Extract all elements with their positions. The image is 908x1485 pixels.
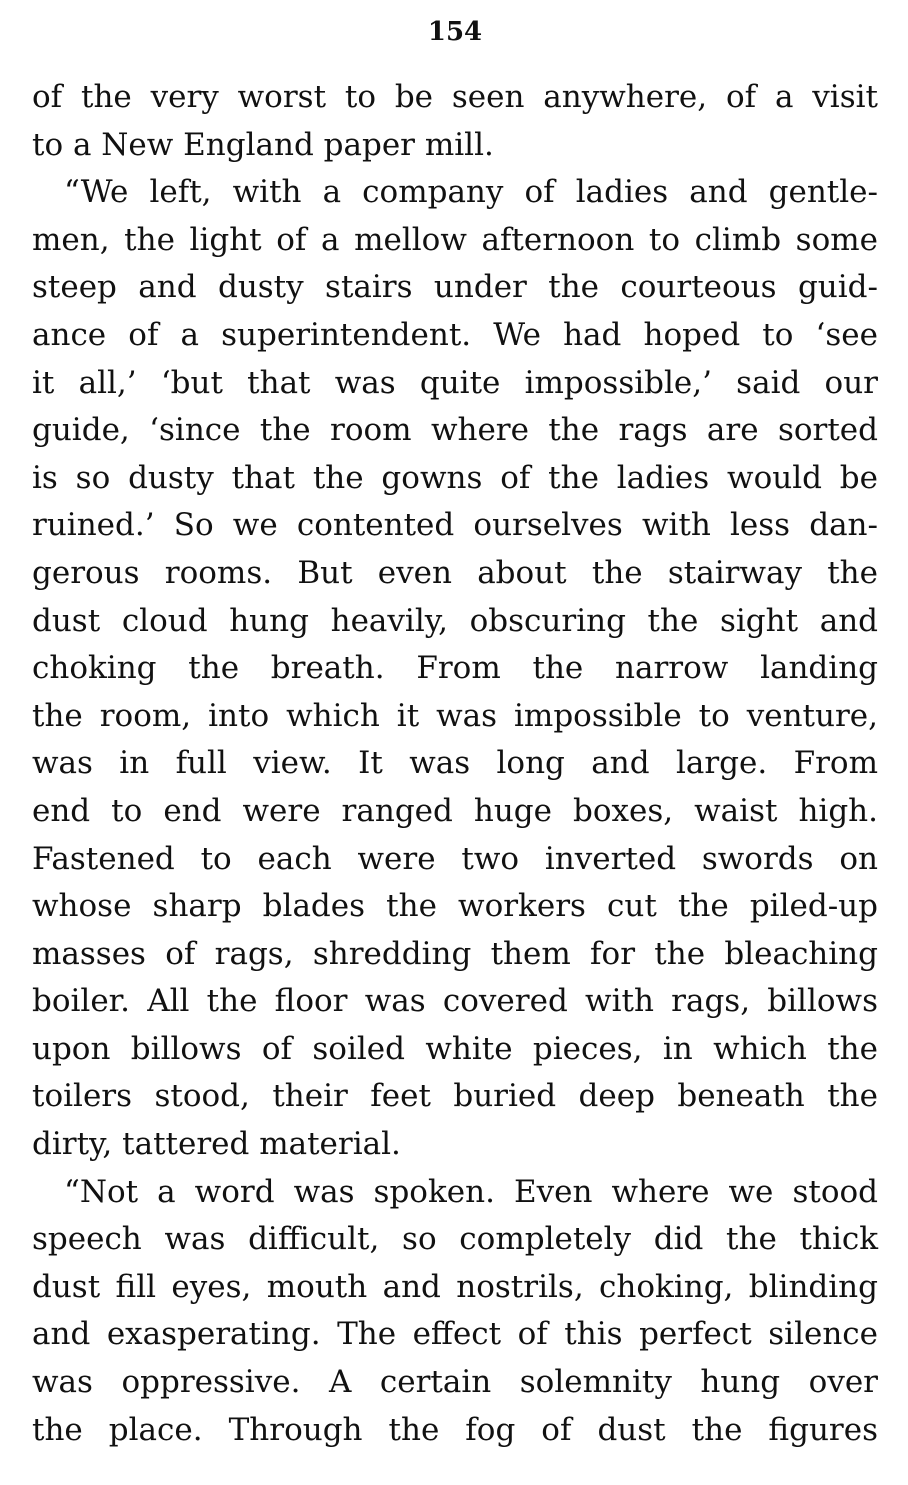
text-line: it all,’ ‘but that was quite impossible,’ said our	[32, 364, 878, 401]
text-line: upon billows of soiled white pieces, in which the	[32, 1030, 878, 1067]
text-line: is so dusty that the gowns of the ladies would be	[32, 459, 878, 496]
text-line: dirty, tattered material.	[32, 1126, 401, 1163]
paragraph	[32, 1169, 878, 1455]
paragraph	[32, 169, 878, 1168]
text-line: dust cloud hung heavily, obscuring the sight and	[32, 602, 878, 639]
text-line: “Not a word was spoken. Even where we stood	[64, 1173, 878, 1210]
text-line: masses of rags, shredding them for the bleaching	[32, 935, 878, 972]
text-line: steep and dusty stairs under the courteous guid-	[32, 269, 878, 306]
text-line: to a New England paper mill.	[32, 126, 494, 163]
body-text	[32, 74, 878, 1454]
text-line: “We left, with a company of ladies and gentle-	[64, 174, 878, 211]
text-line: gerous rooms. But even about the stairway the	[32, 554, 878, 591]
page-number: 154	[427, 17, 483, 47]
text-line: guide, ‘since the room where the rags are sorted	[32, 412, 878, 449]
text-line: was oppressive. A certain solemnity hung over	[32, 1364, 878, 1401]
text-line: speech was difficult, so completely did the thick	[32, 1221, 878, 1258]
text-line: of the very worst to be seen anywhere, of a visit	[32, 79, 878, 115]
text-line: toilers stood, their feet buried deep beneath the	[32, 1078, 878, 1115]
text-line: the place. Through the fog of dust the figures	[32, 1411, 878, 1448]
text-line: whose sharp blades the workers cut the piled-up	[32, 888, 878, 925]
text-line: men, the light of a mellow afternoon to climb some	[32, 221, 878, 258]
text-line: ance of a superintendent. We had hoped to ‘see	[32, 316, 878, 353]
text-line: boiler. All the floor was covered with rags, billows	[32, 983, 878, 1020]
paragraph	[32, 74, 878, 169]
text-line: choking the breath. From the narrow landing	[32, 650, 878, 687]
text-line: dust fill eyes, mouth and nostrils, choking, blinding	[32, 1268, 878, 1305]
text-line: was in full view. It was long and large. From	[32, 745, 878, 782]
text-line: ruined.’ So we contented ourselves with less dan-	[32, 507, 878, 544]
text-line: end to end were ranged huge boxes, waist high.	[32, 792, 878, 829]
text-line: the room, into which it was impossible to venture,	[32, 697, 878, 734]
text-line: Fastened to each were two inverted swords on	[32, 840, 878, 877]
text-line: and exasperating. The effect of this perfect silence	[32, 1316, 878, 1353]
